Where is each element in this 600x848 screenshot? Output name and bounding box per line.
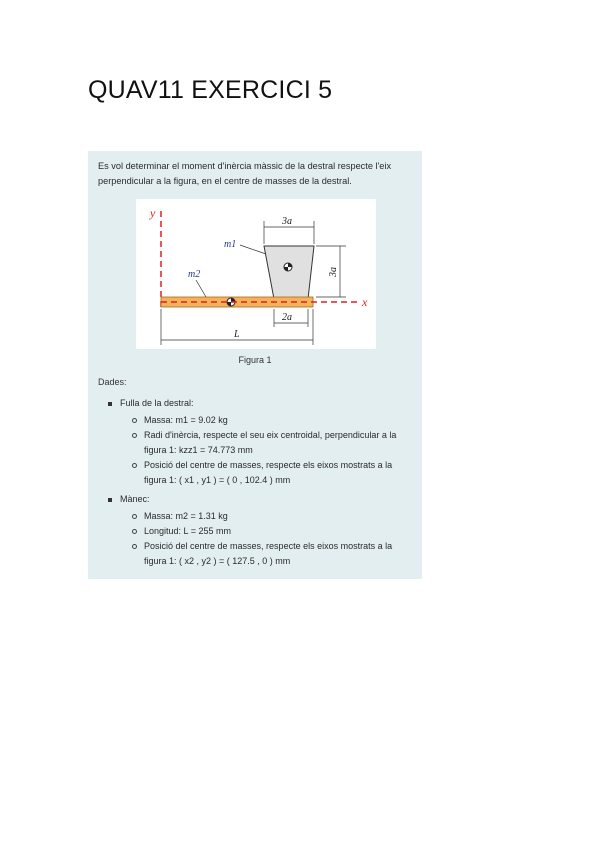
sub-item: Massa: m2 = 1.31 kg xyxy=(120,509,408,524)
m2-label: m2 xyxy=(188,269,201,280)
dim-length-label: L xyxy=(234,329,240,340)
x-axis-label: x xyxy=(362,295,368,309)
list-item xyxy=(108,492,408,569)
sub-item: Longitud: L = 255 mm xyxy=(120,524,408,539)
dades-label: Dades: xyxy=(98,377,127,387)
m1-label: m1 xyxy=(224,239,237,250)
y-axis-label: y xyxy=(150,206,156,220)
list-item xyxy=(108,396,408,488)
sub-item: Radi d'inèrcia, respecte el seu eix centroidal, perpendicular a la figura 1: kzz1 = 74.773 mm xyxy=(120,428,408,458)
figure-caption: Figura 1 xyxy=(238,355,272,365)
intro-text: Es vol determinar el moment d'inèrcia màssic de la destral respecte l'eix perpendicular a la figura, en el centre de masses de la destral. xyxy=(98,161,392,186)
dim-right-label: 3a xyxy=(328,267,339,277)
dim-bottom-label: 2a xyxy=(282,312,292,323)
dim-top-label: 3a xyxy=(282,216,292,227)
blade-shape xyxy=(264,246,314,299)
sub-item: Posició del centre de masses, respecte els eixos mostrats a la figura 1: ( x2 , y2 ) = ( 127.5 , 0 ) mm xyxy=(120,539,408,569)
sub-item: Posició del centre de masses, respecte els eixos mostrats a la figura 1: ( x1 , y1 ) = ( 0 , 102.4 ) mm xyxy=(120,458,408,488)
page-title: QUAV11 EXERCICI 5 xyxy=(88,76,333,104)
item-label: Mànec: xyxy=(120,494,150,504)
figure-1 xyxy=(136,199,376,349)
item-label: Fulla de la destral: xyxy=(120,398,194,408)
data-list xyxy=(108,396,408,573)
sub-item: Massa: m1 = 9.02 kg xyxy=(120,413,408,428)
exercise-panel xyxy=(88,151,422,579)
